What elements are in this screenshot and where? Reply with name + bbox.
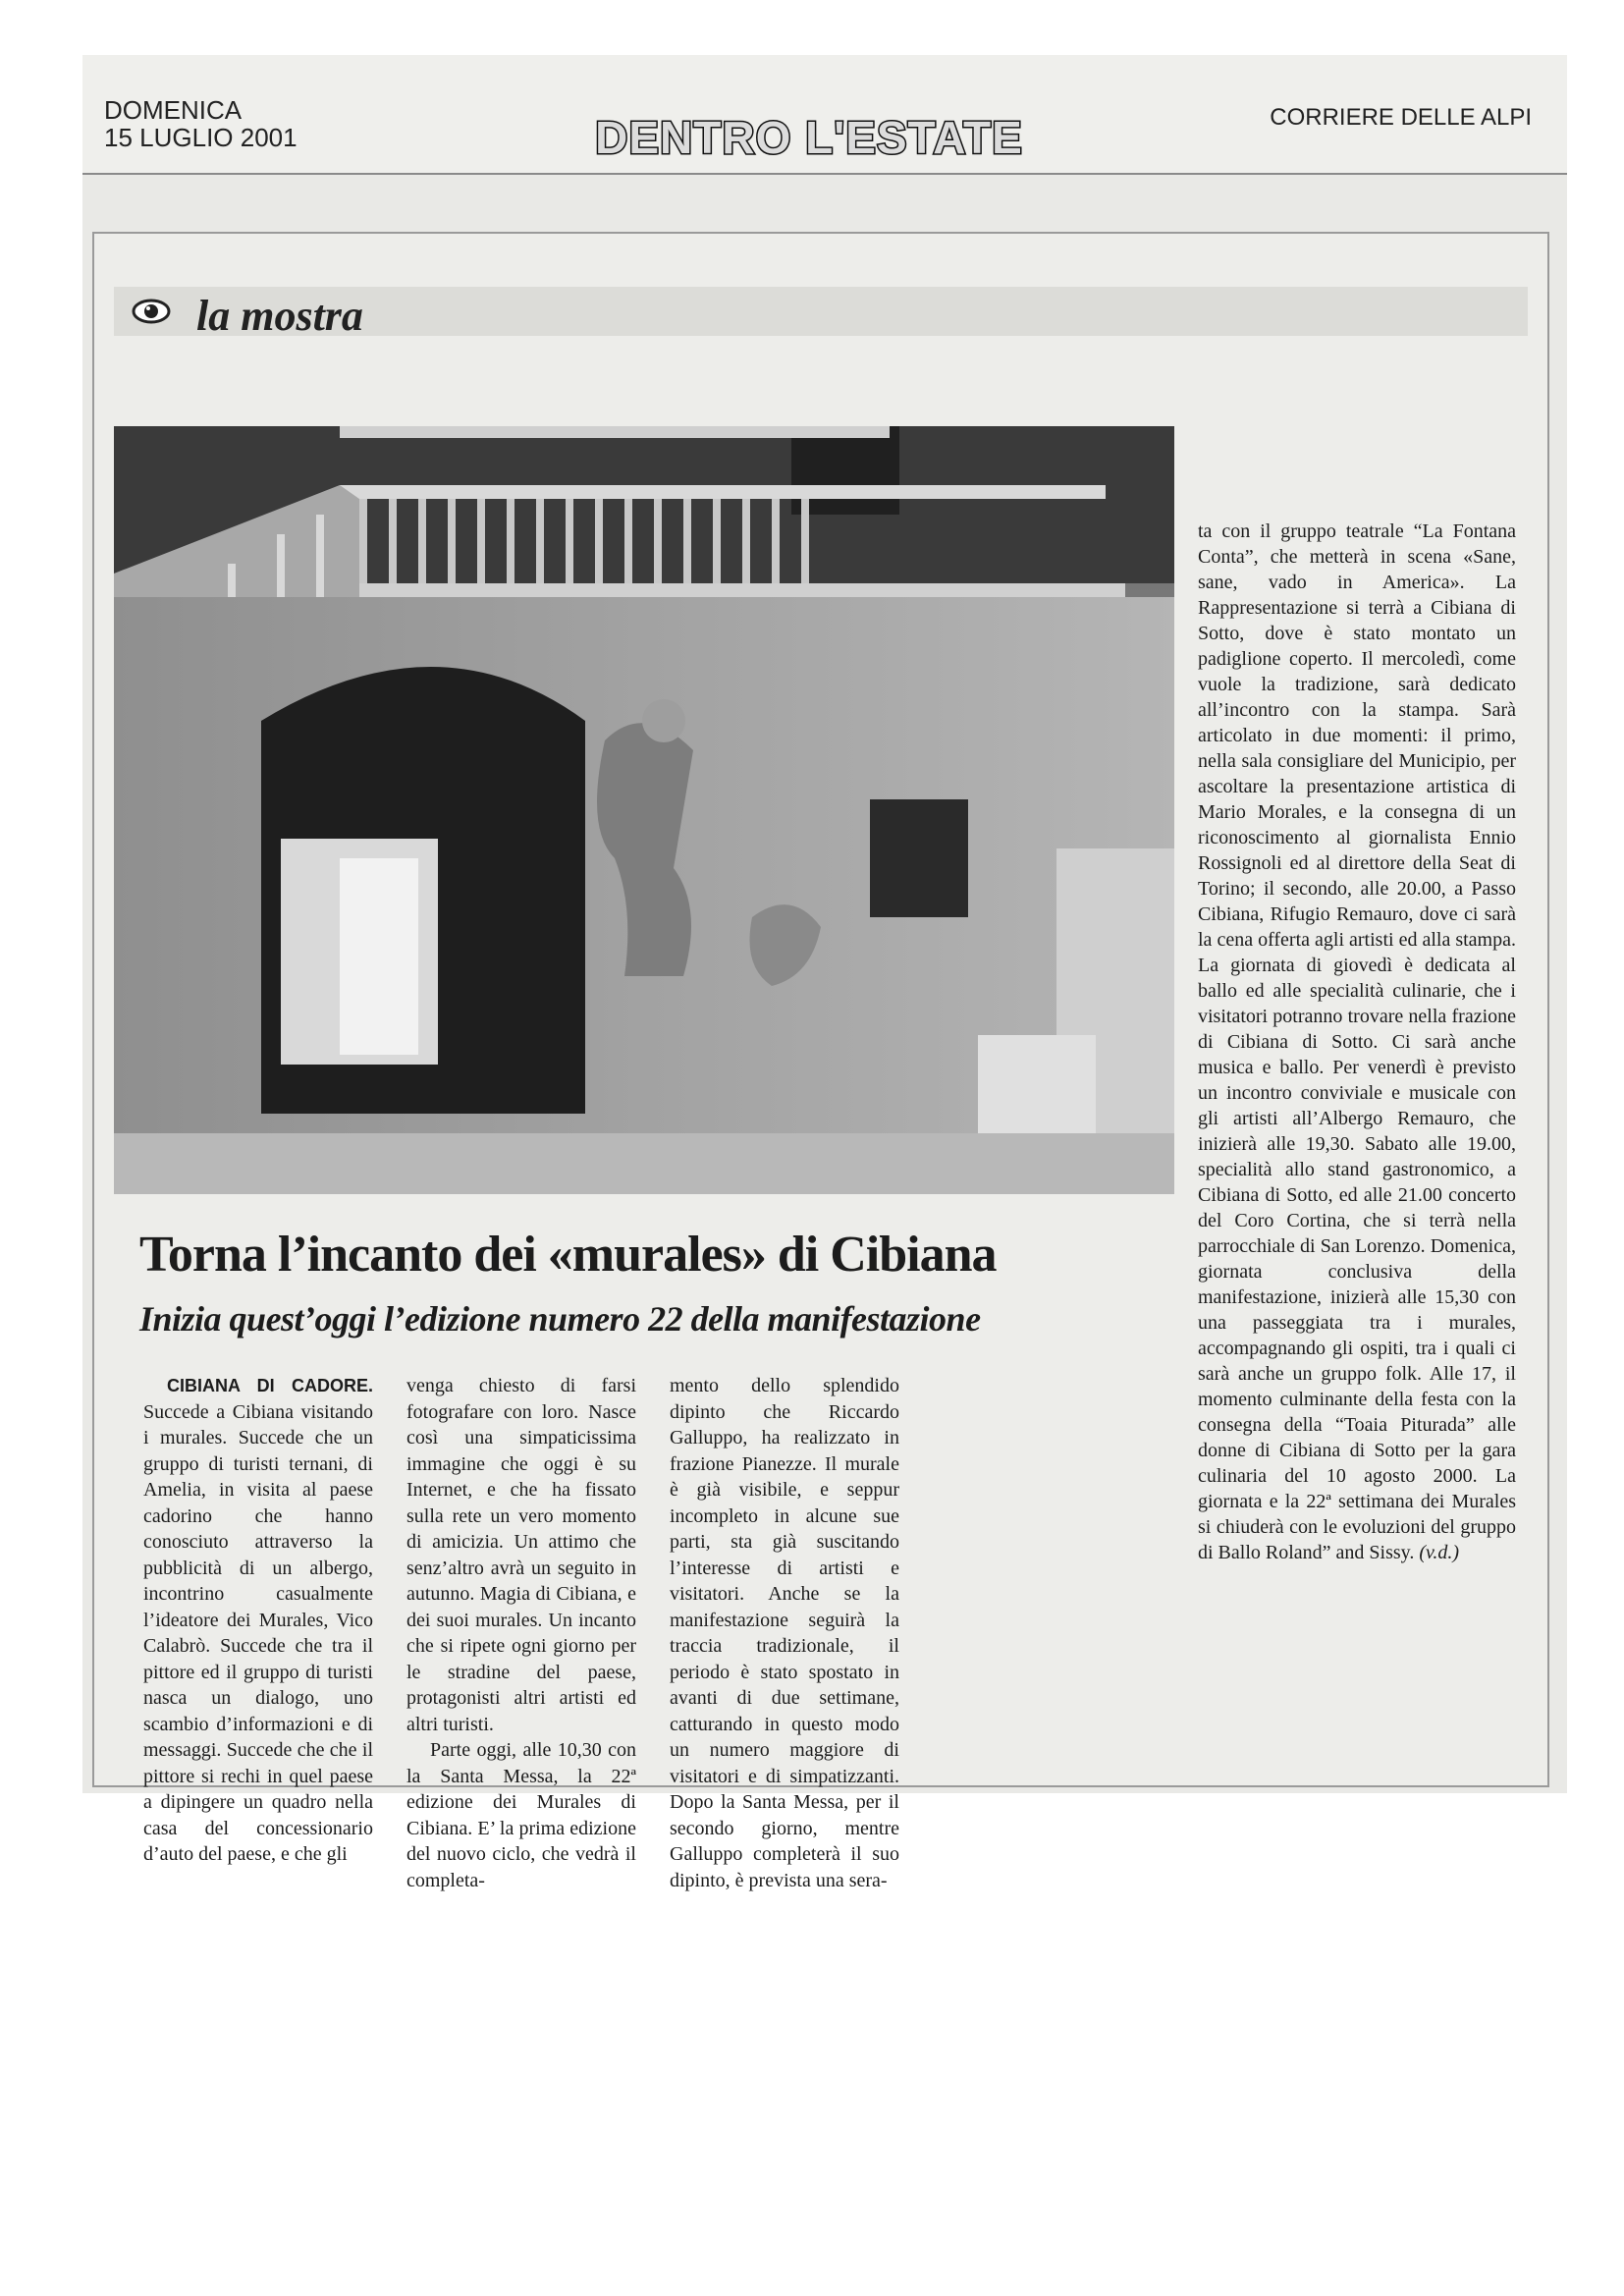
col2-paragraph-1: venga chiesto di farsi fotografare con loro. Nasce così una simpaticissima immagine che oggi è su Internet, e che ha fissato sulla rete un vero momento di amicizia. Un attimo che senz’altro avrà un seguito in autunno. Magia di Cibiana, e dei suoi murales. Un incanto che si ripete ogni giorno per le stradine del paese, protagonisti altri artisti ed altri turisti. bbox=[406, 1375, 636, 1735]
issue-day: DOMENICA bbox=[104, 95, 243, 125]
col4-text: ta con il gruppo teatrale “La Fontana Conta”, che metterà in scena «Sane, sane, vado in America». La Rappresentazione si terrà a Cibiana di Sotto, dove è stato montato un padiglione coperto. Il mercoledì, come vuole la tradizione, sarà dedicato all’incontro con la stampa. Sarà articolato in due momenti: il primo, nella sala consigliare del Municipio, per ascoltare la presentazione artistica di Mario Morales, e la consegna di un riconoscimento al giornalista Ennio Rossignoli ed al direttore della Seat di Torino; il secondo, alle 20.00, a Passo Cibiana, Rifugio Remauro, dove ci sarà la cena offerta agli artisti ed alla stampa. La giornata di giovedì è dedicata al ballo ed alle specialità culinarie, che i visitatori potranno trovare nella frazione di Cibiana di Sotto. Ci sarà anche musica e ballo. Per venerdì è previsto un incontro conviviale e musicale con gli artisti all’Albergo Remauro, che inizierà alle 19,30. Sabato alle 19.00, specialità allo stand gastronomico, a Cibiana di Sotto, ed alle 21.00 concerto del Coro Cortina, che si terrà nella parrocchiale di San Lorenzo. Domenica, giornata conclusiva della manifestazione, inizierà alle 15,30 con una passeggiata tra i murales, accompagnando gli ospiti, tra i quali ci sarà anche un gruppo folk. Alle 17, il momento culminante della festa con la consegna della “Toaia Piturada” alle donne di Cibiana di Sotto per la gara culinaria del 10 agosto 2000. La giornata e la 22ª settimana dei Murales si chiuderà con le evoluzioni del gruppo di Ballo Roland” and Sissy. bbox=[1198, 520, 1516, 1563]
masthead bbox=[82, 55, 1567, 175]
author-signature: (v.d.) bbox=[1419, 1542, 1460, 1563]
newspaper-name: CORRIERE DELLE ALPI bbox=[1270, 104, 1532, 131]
article-photo bbox=[114, 426, 1174, 1194]
headline: Torna l’incanto dei «murales» di Cibiana bbox=[139, 1227, 997, 1283]
col3-text: mento dello splendido dipinto che Riccardo Galluppo, ha realizzato in frazione Pianezze. Il murale è già visibile, e seppur incompleto in alcune sue parti, sta già suscitando l’interesse di artisti e visitatori. Anche se la manifestazione seguirà la traccia tradizionale, il periodo è stato spostato in avanti di due settimane, catturando in questo modo un numero maggiore di visitatori e di simpatizzanti. Dopo la Santa Messa, per il secondo giorno, mentre Galluppo completerà il suo dipinto, è prevista una sera- bbox=[670, 1375, 899, 1891]
article bbox=[92, 232, 1549, 1891]
issue-date bbox=[104, 96, 298, 151]
section-logo-text: DENTRO L'ESTATE bbox=[595, 112, 1023, 163]
article-column-3 bbox=[670, 1373, 899, 1893]
section-logo bbox=[564, 106, 1055, 167]
rubric-bar bbox=[114, 287, 1528, 340]
newspaper-clipping bbox=[82, 55, 1567, 1891]
col2-paragraph-2: Parte oggi, alle 10,30 con la Santa Messa, la 22ª edizione dei Murales di Cibiana. E’ la prima edizione del nuovo ciclo, che vedrà il completa- bbox=[406, 1739, 636, 1891]
col1-text: Succede a Cibiana visitando i murales. Succede che un gruppo di turisti ternani, di Amelia, in visita al paese cadorino che hanno conosciuto attraverso la pubblicità di un albergo, incontrino casualmente l’ideatore dei Murales, Vico Calabrò. Succede che tra il pittore ed il gruppo di turisti nasca un dialogo, uno scambio d’informazioni e di messaggi. Succede che che il pittore si rechi in quel paese a dipingere un quadro nella casa del concessionario d’auto del paese, e che gli bbox=[143, 1400, 373, 1865]
eye-icon bbox=[132, 295, 171, 328]
article-column-1 bbox=[143, 1373, 373, 1868]
article-column-2 bbox=[406, 1373, 636, 1893]
dateline: CIBIANA DI CADORE. bbox=[167, 1376, 373, 1395]
rubric-label: la mostra bbox=[196, 292, 363, 340]
subheadline: Inizia quest’oggi l’edizione numero 22 della manifestazione bbox=[139, 1299, 981, 1339]
issue-date-text: 15 LUGLIO 2001 bbox=[104, 123, 298, 152]
article-column-4 bbox=[1198, 519, 1516, 1565]
